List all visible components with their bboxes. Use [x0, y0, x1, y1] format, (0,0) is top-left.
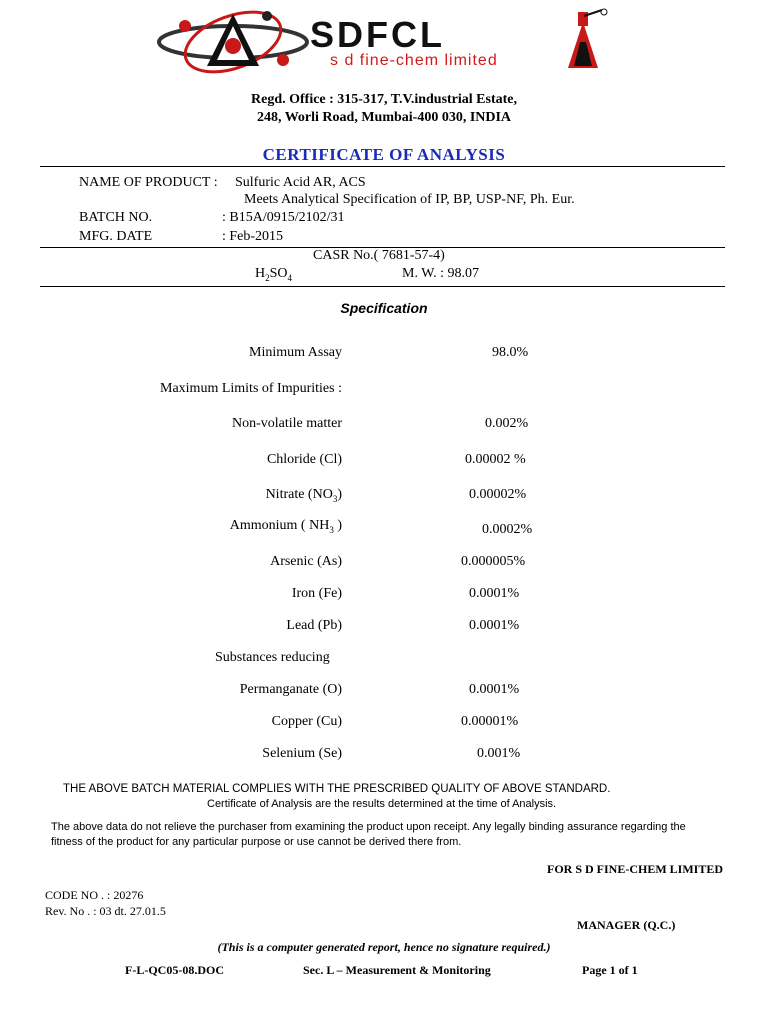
specification-title: Specification [340, 300, 428, 316]
spec-value: 0.0001% [469, 586, 520, 601]
spec-row [0, 714, 768, 732]
spec-row [0, 650, 768, 668]
atom-logo-icon [155, 4, 315, 76]
spec-label: Minimum Assay [249, 345, 342, 360]
spec-value: 98.0% [492, 345, 529, 360]
divider [40, 286, 725, 287]
spec-meets: Meets Analytical Specification of IP, BP, USP-NF, Ph. Eur. [244, 192, 575, 207]
chemical-formula: $H_2SO_4$ [255, 266, 293, 283]
spec-value: 0.00002% [469, 487, 527, 502]
product-name-value: Sulfuric Acid AR, ACS [235, 175, 366, 190]
office-address-line2: 248, Worli Road, Mumbai-400 030, INDIA [256, 110, 512, 125]
divider [40, 166, 725, 167]
spec-label: Maximum Limits of Impurities : [160, 381, 342, 396]
spec-label: Copper (Cu) [271, 714, 342, 729]
spec-value: 0.00002 % [465, 452, 526, 467]
spec-row [0, 452, 768, 470]
spec-row [0, 381, 768, 399]
spec-label: Substances reducing [215, 650, 330, 665]
spec-row [0, 554, 768, 572]
mfg-date-label: MFG. DATE [79, 229, 153, 244]
product-name-label: NAME OF PRODUCT : [79, 175, 218, 190]
spec-row [0, 518, 768, 536]
doc-reference: F-L-QC05-08.DOC [125, 963, 224, 977]
spec-value: 0.001% [477, 746, 521, 761]
spec-label: Arsenic (As) [270, 554, 342, 569]
spec-row [0, 746, 768, 764]
spec-value: 0.0001% [469, 618, 520, 633]
company-name: SDFCL [310, 14, 445, 55]
spec-value: 0.0002% [482, 522, 533, 537]
spec-row [0, 345, 768, 363]
disclaimer-line2: fitness of the product for any particular purpose or use cannot be derived there from. [51, 836, 462, 848]
mfg-date-value: : Feb-2015 [222, 229, 284, 244]
code-number: CODE NO . : 20276 [45, 888, 144, 902]
section-label: Sec. L – Measurement & Monitoring [303, 963, 491, 977]
batch-label: BATCH NO. [79, 210, 153, 225]
molecular-weight: M. W. : 98.07 [402, 266, 480, 281]
spec-label: Permanganate (O) [239, 682, 342, 697]
page-number: Page 1 of 1 [582, 963, 638, 977]
company-logo [155, 4, 615, 76]
spec-label: Selenium (Se) [262, 746, 342, 761]
cas-number: CASR No.( 7681-57-4) [313, 248, 445, 263]
disclaimer-line1: The above data do not relieve the purchaser from examining the product upon receipt. Any legally binding assurance regarding the [51, 821, 686, 833]
spec-value: 0.0001% [469, 682, 520, 697]
complies-statement: THE ABOVE BATCH MATERIAL COMPLIES WITH THE PRESCRIBED QUALITY OF ABOVE STANDARD. [63, 783, 611, 795]
spec-label: Nitrate $(NO_3)$ [265, 487, 342, 504]
spec-value: 0.002% [485, 416, 529, 431]
flask-mark-icon [558, 8, 608, 78]
document-title: CERTIFICATE OF ANALYSIS [262, 145, 506, 164]
spec-value: 0.000005% [461, 554, 526, 569]
batch-value: : B15A/0915/2102/31 [222, 210, 345, 225]
spec-row [0, 682, 768, 700]
spec-label: Ammonium ( $NH_3$ ) [229, 518, 342, 535]
spec-row [0, 618, 768, 636]
spec-row [0, 487, 768, 505]
office-address-line1: Regd. Office : 315-317, T.V.industrial Estate, [251, 92, 517, 107]
manager-title: MANAGER (Q.C.) [577, 918, 676, 932]
for-company: FOR S D FINE-CHEM LIMITED [546, 862, 723, 876]
spec-row [0, 586, 768, 604]
coa-note: Certificate of Analysis are the results determined at the time of Analysis. [207, 798, 557, 810]
revision-number: Rev. No . : 03 dt. 27.01.5 [45, 904, 166, 918]
company-subtitle: s d fine-chem limited [330, 52, 498, 69]
spec-label: Chloride (Cl) [266, 452, 342, 467]
computer-generated-note: (This is a computer generated report, hence no signature required.) [217, 940, 551, 954]
spec-label: Lead (Pb) [286, 618, 342, 633]
spec-label: Iron (Fe) [291, 586, 342, 601]
spec-value: 0.00001% [461, 714, 519, 729]
spec-label: Non-volatile matter [231, 416, 342, 431]
spec-row [0, 416, 768, 434]
